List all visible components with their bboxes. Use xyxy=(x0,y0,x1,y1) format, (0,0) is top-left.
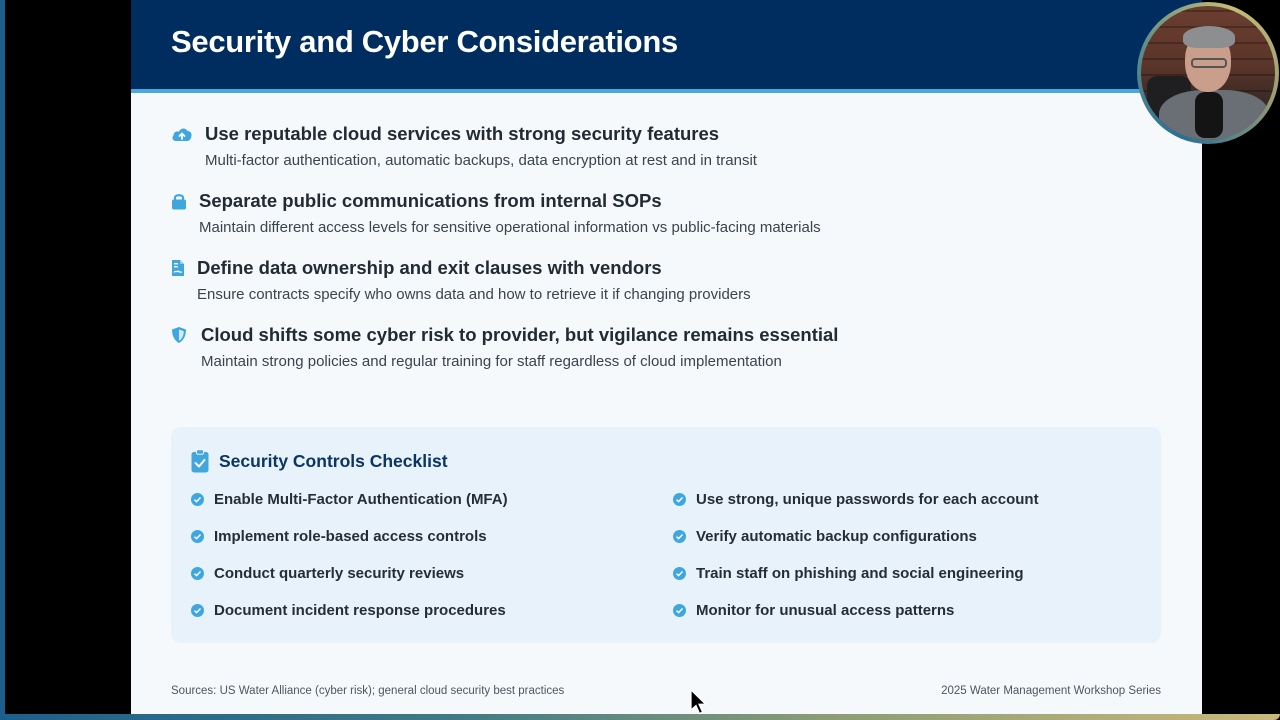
checklist-item-label: Conduct quarterly security reviews xyxy=(214,565,465,582)
point-title: Use reputable cloud services with strong security features xyxy=(205,123,720,144)
frame-edge-left xyxy=(0,0,5,720)
checklist-title: Security Controls Checklist xyxy=(219,451,448,471)
check-circle-icon xyxy=(191,604,204,617)
checklist-item-label: Enable Multi-Factor Authentication (MFA) xyxy=(214,491,508,508)
clipboard-check-icon xyxy=(191,449,209,473)
checklist-item-label: Train staff on phishing and social engineering xyxy=(696,565,1024,582)
security-checklist-panel xyxy=(171,427,1161,643)
point-title: Define data ownership and exit clauses with vendors xyxy=(197,257,662,278)
point-title: Separate public communications from internal SOPs xyxy=(199,190,662,211)
checklist-item-label: Verify automatic backup configurations xyxy=(696,528,977,545)
microphone xyxy=(1195,92,1223,138)
slide-header xyxy=(131,0,1202,89)
point-title: Cloud shifts some cyber risk to provider, but vigilance remains essential xyxy=(201,324,839,345)
footer-sources: Sources: US Water Alliance (cyber risk); general cloud security best practices xyxy=(171,685,565,697)
check-circle-icon xyxy=(673,530,686,543)
contract-document-icon xyxy=(171,259,193,279)
presenter-webcam[interactable] xyxy=(1137,2,1279,144)
point-description: Ensure contracts specify who owns data and how to retrieve it if changing providers xyxy=(197,286,751,303)
check-circle-icon xyxy=(191,493,204,506)
checklist-item-label: Document incident response procedures xyxy=(214,602,506,619)
check-circle-icon xyxy=(191,530,204,543)
frame-edge-bottom xyxy=(0,714,1280,720)
presentation-slide xyxy=(131,0,1202,714)
point-description: Multi-factor authentication, automatic backups, data encryption at rest and in transit xyxy=(205,152,757,169)
shield-icon xyxy=(171,326,193,346)
check-circle-icon xyxy=(673,604,686,617)
point-description: Maintain different access levels for sensitive operational information vs public-facing materials xyxy=(199,219,821,236)
checklist-item-label: Implement role-based access controls xyxy=(214,528,487,545)
point-description: Maintain strong policies and regular training for staff regardless of cloud implementation xyxy=(201,353,782,370)
lock-icon xyxy=(171,192,193,212)
check-circle-icon xyxy=(673,493,686,506)
header-accent-bar xyxy=(131,89,1202,93)
slide-title: Security and Cyber Considerations xyxy=(171,24,678,59)
checklist-item-label: Monitor for unusual access patterns xyxy=(696,602,955,619)
checklist-item-label: Use strong, unique passwords for each account xyxy=(696,491,1039,508)
mouse-cursor-icon xyxy=(690,689,708,715)
check-circle-icon xyxy=(191,567,204,580)
check-circle-icon xyxy=(673,567,686,580)
footer-series: 2025 Water Management Workshop Series xyxy=(941,685,1161,697)
cloud-upload-icon xyxy=(171,125,193,145)
webcam-video xyxy=(1141,6,1275,140)
